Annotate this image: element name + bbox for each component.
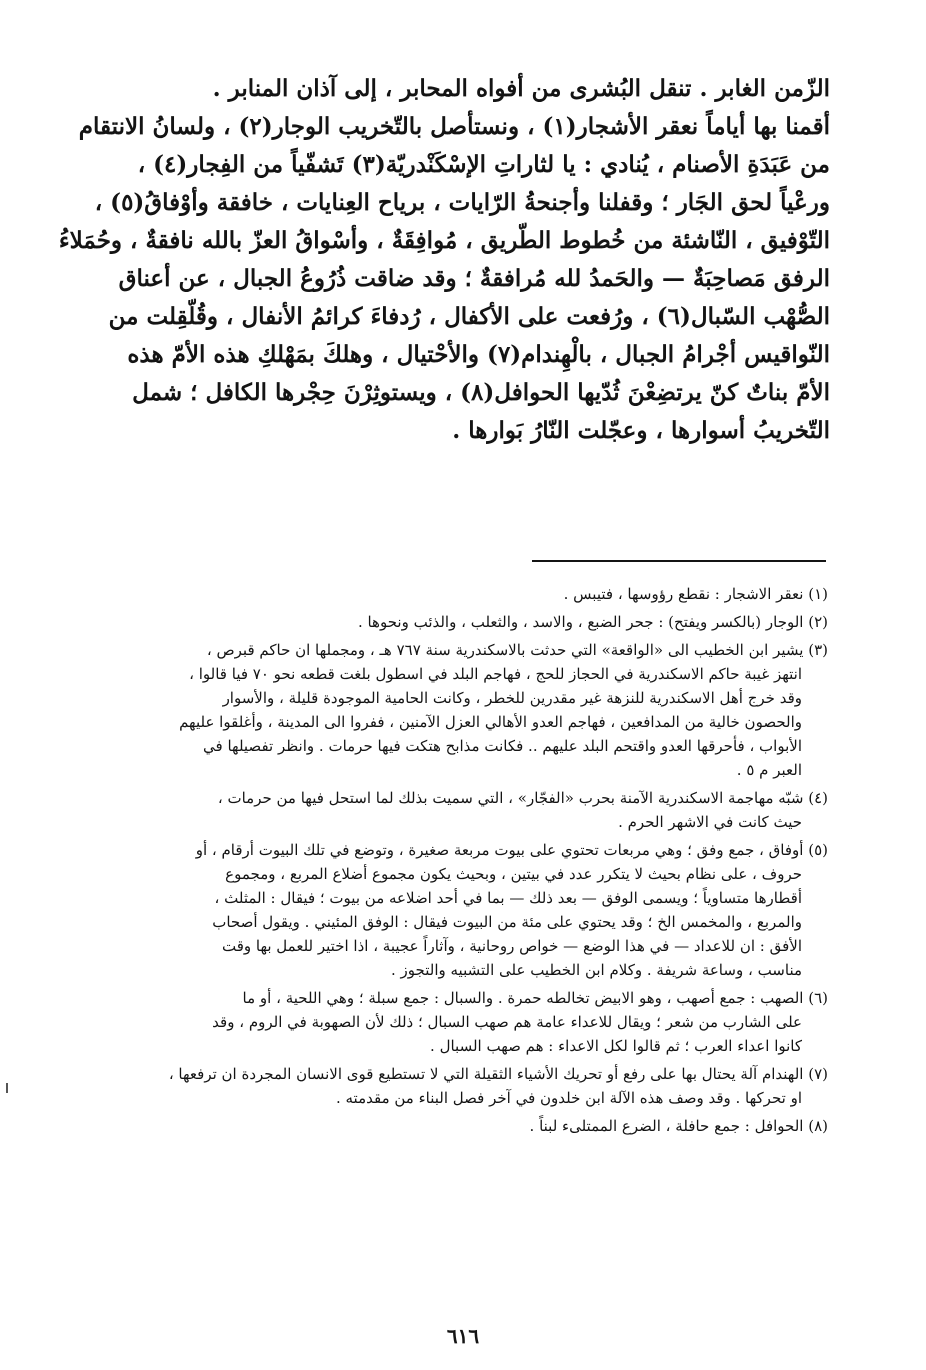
footnote-4 xyxy=(56,786,828,834)
footnote-2 xyxy=(56,610,828,634)
footnote-line: أقطارها متساوياً ؛ ويسمى الوفق — بعد ذلك — بما في أحد اضلاعه من بيوت ؛ فيقال : المثلث ، xyxy=(214,889,802,907)
main-text-line: أقمنا بها أياماً نعقر الأشجار(١) ، ونستأصل بالتّخريب الوجار(٢) ، ولسانُ الانتقام xyxy=(78,113,830,140)
footnote-line: وقد خرج أهل الاسكندرية للنزهة غير مقدرين للخطر ، وكانت الحامية الموجودة قليلة ، والأسوار xyxy=(222,689,802,707)
footnote-line: الأفق : ان للاعداد — في هذا الوضع — خواص روحانية ، وآثاراً عجيبة ، اذا اختير للعمل بها وقت xyxy=(221,937,802,955)
main-text-line: من عَبَدَةِ الأصنام ، يُنادي : يا لثاراتِ الإسْكَنْدريّة(٣) تَشفّياً من الفِجار(٤) ، xyxy=(137,151,830,178)
footnote-6 xyxy=(56,986,828,1058)
main-text-line: الصُّهْب السّبال(٦) ، ورُفعت على الأكفال ، رُدفاءَ كرائمُ الأنفال ، وقُلّقِلت من xyxy=(108,303,830,330)
footnote-line: والمربع ، والمخمس الخ ؛ وقد يحتوي على مئة من البيوت فيقال : الوفق المئيني . ويقول أصحاب xyxy=(212,913,802,931)
footnote-line: او تحركها . وقد وصف هذه الآلة ابن خلدون في آخر فصل البناء من مقدمته . xyxy=(335,1089,802,1107)
footnote-line: كانوا اعداء العرب ؛ ثم قالوا لكل الاعداء : هم صهب السبال . xyxy=(430,1037,802,1055)
footnote-line: الأبواب ، فأحرقها العدو واقتحم البلد عليهم .. فكانت مذابح هتكت فيها حرمات . وانظر تفصيلها في xyxy=(203,737,802,755)
footnote-line: (٨) الحوافل : جمع حافلة ، الضرع الممتلىء لبناً . xyxy=(529,1117,828,1135)
main-text-line: الأمّ بناتٌ كنّ يرتضِعْنَ ثُدّيها الحوافل(٨) ، ويستوثِرْنَ حِجْرها الكافل ؛ شمل xyxy=(132,379,830,406)
footnotes-block xyxy=(56,582,828,1142)
footnote-line: مناسب ، وساعة شريفة . وكلام ابن الخطيب على التشبيه والتجوز . xyxy=(391,961,802,979)
footnote-line: والحصون خالية من المدافعين ، فهاجم العدو الأهالي العزل الآمنين ، ففروا الى المدينة ، وأغلقوا عليهم xyxy=(179,713,802,731)
footnote-8 xyxy=(56,1114,828,1138)
footnote-5 xyxy=(56,838,828,982)
footnote-line: حيث كانت في الاشهر الحرم . xyxy=(618,813,802,831)
footnote-line: انتهز غيبة حاكم الاسكندرية في الحجاز للحج ، فهاجم البلد في اسطول بلغت قطعه نحو ٧٠ فيا قالوا ، xyxy=(189,665,802,683)
footnote-line: (٦) الصهب : جمع أصهب ، وهو الابيض تخالطه حمرة . والسبال : جمع سبلة ؛ وهي اللحية ، أو ما xyxy=(242,989,828,1007)
footnote-1 xyxy=(56,582,828,606)
footnote-line: (٤) شبّه مهاجمة الاسكندرية الآمنة بحرب «الفجّار» ، التي سميت بذلك لما استحل فيها من حرمات ، xyxy=(217,789,828,807)
footnote-line: (٢) الوجار (بالكسر ويفتح) : جحر الضبع ، والاسد ، والثعلب ، والذئب ونحوها . xyxy=(357,613,828,631)
footnote-3 xyxy=(56,638,828,782)
page-number: ٦١٦ xyxy=(446,1324,480,1348)
footnote-separator xyxy=(532,560,826,562)
footnote-line: (٥) أوفاق ، جمع وفق ؛ وهي مربعات تحتوي على بيوت مربعة صغيرة ، وتوضع في تلك البيوت أرقام ، أو xyxy=(195,841,828,859)
main-text-line: ورعْياً لحق الجَار ؛ وقفلنا وأجنحةُ الرّايات ، برياح العِنايات ، خافقة وأوْفاقُ(٥) ، xyxy=(94,189,830,216)
footnote-line: (٧) الهندام آلة يحتال بها على رفع أو تحريك الأشياء الثقيلة التي لا تستطيع قوى الانسان المجردة ان ترفعها ، xyxy=(168,1065,828,1083)
footnote-line: حروف ، على نظام بحيث لا يتكرر عدد في بيتين ، وبحيث يكون مجموع أضلاع المربع ، ومجموع xyxy=(225,865,802,883)
main-text-line: الزّمن الغابر . تنقل البُشرى من أفواه المحابر ، إلى آذان المنابر . xyxy=(212,75,830,102)
footnote-7 xyxy=(56,1062,828,1110)
footnote-line: العبر م ٥ . xyxy=(736,761,802,779)
footnote-line: (٣) يشير ابن الخطيب الى «الواقعة» التي حدثت بالاسكندرية سنة ٧٦٧ هـ ، ومجملها ان حاكم قبرص ، xyxy=(206,641,828,659)
scan-artifact-mark xyxy=(6,1083,8,1093)
footnote-line: على الشارب من شعر ؛ ويقال للاعداء عامة هم صهب السبال ؛ ذلك لأن الصهوبة في الروم ، وقد xyxy=(212,1013,802,1031)
footnote-line: (١) نعقر الاشجار : نقطع رؤوسها ، فتيبس . xyxy=(563,585,828,603)
main-text-line: النّواقيس أجْرامُ الجبال ، بالْهِندام(٧) والأحْتيال ، وهلكَ بمَهْلكِ هذه الأمّ هذه xyxy=(127,341,830,368)
main-text-line: التّوْفيق ، النّاشئة من خُطوط الطّريق ، مُوافِقَةٌ ، وأسْواقُ العزّ بالله نافقةٌ ، وحُمَلاءُ xyxy=(58,227,830,254)
main-text-block xyxy=(58,70,830,450)
main-text-line: التّخريبُ أسوارها ، وعجّلت النّارُ بَوارها . xyxy=(452,417,830,444)
main-text-line: الرفق مَصاحِبَةٌ — والحَمدُ لله مُرافقةٌ ؛ وقد ضاقت ذُرُوعُ الجبال ، عن أعناق xyxy=(118,265,830,292)
